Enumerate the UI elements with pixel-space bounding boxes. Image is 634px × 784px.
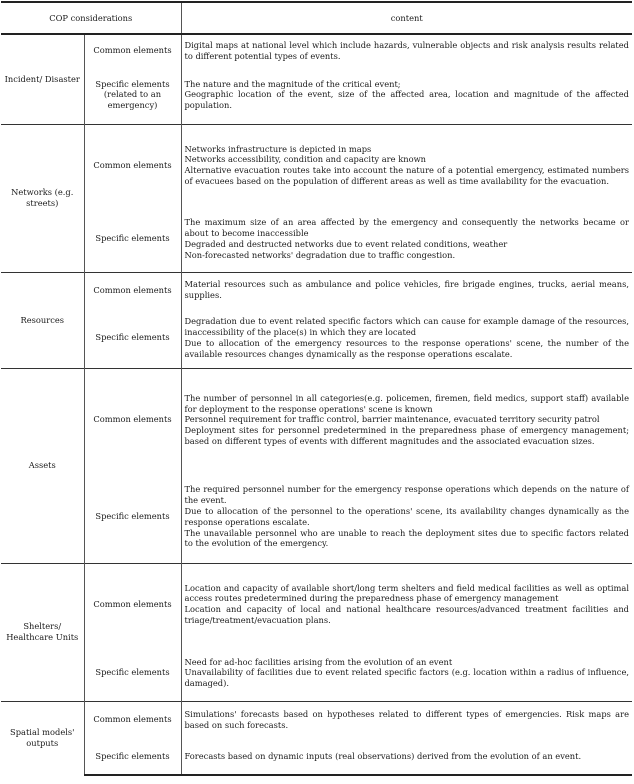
element-type-cell: Specific elements	[84, 206, 181, 272]
content-line: Alternative evacuation routes take into account the nature of a potential emergency, estimated numbers of evacuees based on the population of different areas as well as time availability for the evacuation.	[184, 165, 629, 187]
content-cell	[181, 645, 632, 701]
table-row	[1, 368, 632, 471]
element-type-cell: Specific elements	[84, 308, 181, 368]
content-line: The number of personnel in all categories(e.g. policemen, firemen, field medics, support staff) available for deployment to the response operations' scene is known	[184, 392, 629, 414]
cop-table-container	[1, 1, 632, 776]
content-cell	[181, 701, 632, 738]
element-type-cell: Specific elements	[84, 471, 181, 563]
content-line: Networks infrastructure is depicted in maps	[184, 143, 372, 154]
table-row	[1, 308, 632, 368]
content-line: Degradation due to event related specific factors which can cause for example damage of the resources, inaccessibility of the place(s) in which they are located	[184, 316, 629, 337]
content-line: Location and capacity of available short/long term shelters and field medical facilities as well as optimal access routes predetermined during the preparedness phase of emergency management	[184, 582, 629, 604]
content-line: Due to allocation of the emergency resources to the response operations' scene, the number of the available resources changes dynamically as the response operations escalate.	[184, 337, 629, 359]
content-line: Degraded and destructed networks due to event related conditions, weather	[184, 238, 508, 249]
table-row	[1, 645, 632, 701]
table-row	[1, 471, 632, 563]
group-name-spatial-models-outputs: Spatial models' outputs	[1, 701, 84, 775]
content-line: The unavailable personnel who are unable to reach the deployment sites due to specific factors related to the evolution of the emergency.	[184, 527, 629, 549]
table-row	[1, 34, 632, 66]
content-line: Forecasts based on dynamic inputs (real observations) derived from the evolution of an event.	[184, 750, 582, 761]
group-name-shelters-healthcare-units: Shelters/ Healthcare Units	[1, 563, 84, 701]
group-name-incident-disaster: Incident/ Disaster	[1, 34, 84, 124]
element-type-cell: Common elements	[84, 34, 181, 66]
content-line: The nature and the magnitude of the critical event;	[184, 78, 401, 89]
content-line: Material resources such as ambulance and police vehicles, fire brigade engines, trucks, aerial means, supplies.	[184, 279, 629, 301]
content-cell	[181, 272, 632, 308]
header-cop-considerations: COP considerations	[1, 2, 181, 34]
table-row	[1, 66, 632, 124]
element-type-cell: Specific elements	[84, 645, 181, 701]
content-cell	[181, 206, 632, 272]
content-line: Need for ad-hoc facilities arising from the evolution of an event	[184, 656, 453, 667]
content-line: Deployment sites for personnel predetermined in the preparedness phase of emergency management; based on different types of events with different magnitudes and the associated evacuation sizes.	[184, 425, 629, 446]
content-line: Non-forecasted networks' degradation due to traffic congestion.	[184, 249, 456, 260]
element-type-cell: Specific elements	[84, 738, 181, 775]
content-line: Location and capacity of local and national healthcare resources/advanced treatment facilities and triage/treatment/evacuation plans.	[184, 604, 629, 626]
table-header-row	[1, 2, 632, 34]
element-type-cell: Common elements	[84, 563, 181, 645]
table-row	[1, 124, 632, 206]
content-cell	[181, 368, 632, 471]
content-cell	[181, 471, 632, 563]
content-line: Due to allocation of the personnel to the operations' scene, its availability changes dynamically as the response operations escalate.	[184, 505, 629, 527]
table-row	[1, 701, 632, 738]
element-type-cell: Specific elements (related to an emergency)	[84, 66, 181, 124]
table-row	[1, 738, 632, 775]
table-row	[1, 206, 632, 272]
content-cell	[181, 563, 632, 645]
cop-considerations-table	[1, 1, 632, 776]
content-line: Unavailability of facilities due to event related specific factors (e.g. location within a radius of influence, damaged).	[184, 667, 629, 689]
group-name-assets: Assets	[1, 368, 84, 563]
content-cell	[181, 308, 632, 368]
group-name-resources: Resources	[1, 272, 84, 368]
content-cell	[181, 738, 632, 775]
content-line: The maximum size of an area affected by the emergency and consequently the networks became or about to become inaccessible	[184, 217, 629, 238]
content-cell	[181, 66, 632, 124]
group-name-networks: Networks (e.g. streets)	[1, 124, 84, 272]
element-type-cell: Common elements	[84, 368, 181, 471]
content-cell	[181, 124, 632, 206]
header-content: content	[181, 2, 632, 34]
content-line: The required personnel number for the emergency response operations which depends on the nature of the event.	[184, 484, 629, 506]
element-type-cell: Common elements	[84, 701, 181, 738]
content-line: Geographic location of the event, size of the affected area, location and magnitude of the affected population.	[184, 89, 629, 111]
content-cell	[181, 34, 632, 66]
content-line: Networks accessibility, condition and capacity are known	[184, 154, 427, 165]
content-line: Simulations' forecasts based on hypotheses related to different types of emergencies. Risk maps are based on such forecasts.	[184, 708, 629, 730]
element-type-cell: Common elements	[84, 124, 181, 206]
content-line: Digital maps at national level which include hazards, vulnerable objects and risk analysis results related to different potential types of events.	[184, 39, 629, 61]
table-body	[1, 34, 632, 775]
table-row	[1, 563, 632, 645]
element-type-cell: Common elements	[84, 272, 181, 308]
content-line: Personnel requirement for traffic control, barrier maintenance, evacuated territory security patrol	[184, 414, 600, 425]
table-row	[1, 272, 632, 308]
